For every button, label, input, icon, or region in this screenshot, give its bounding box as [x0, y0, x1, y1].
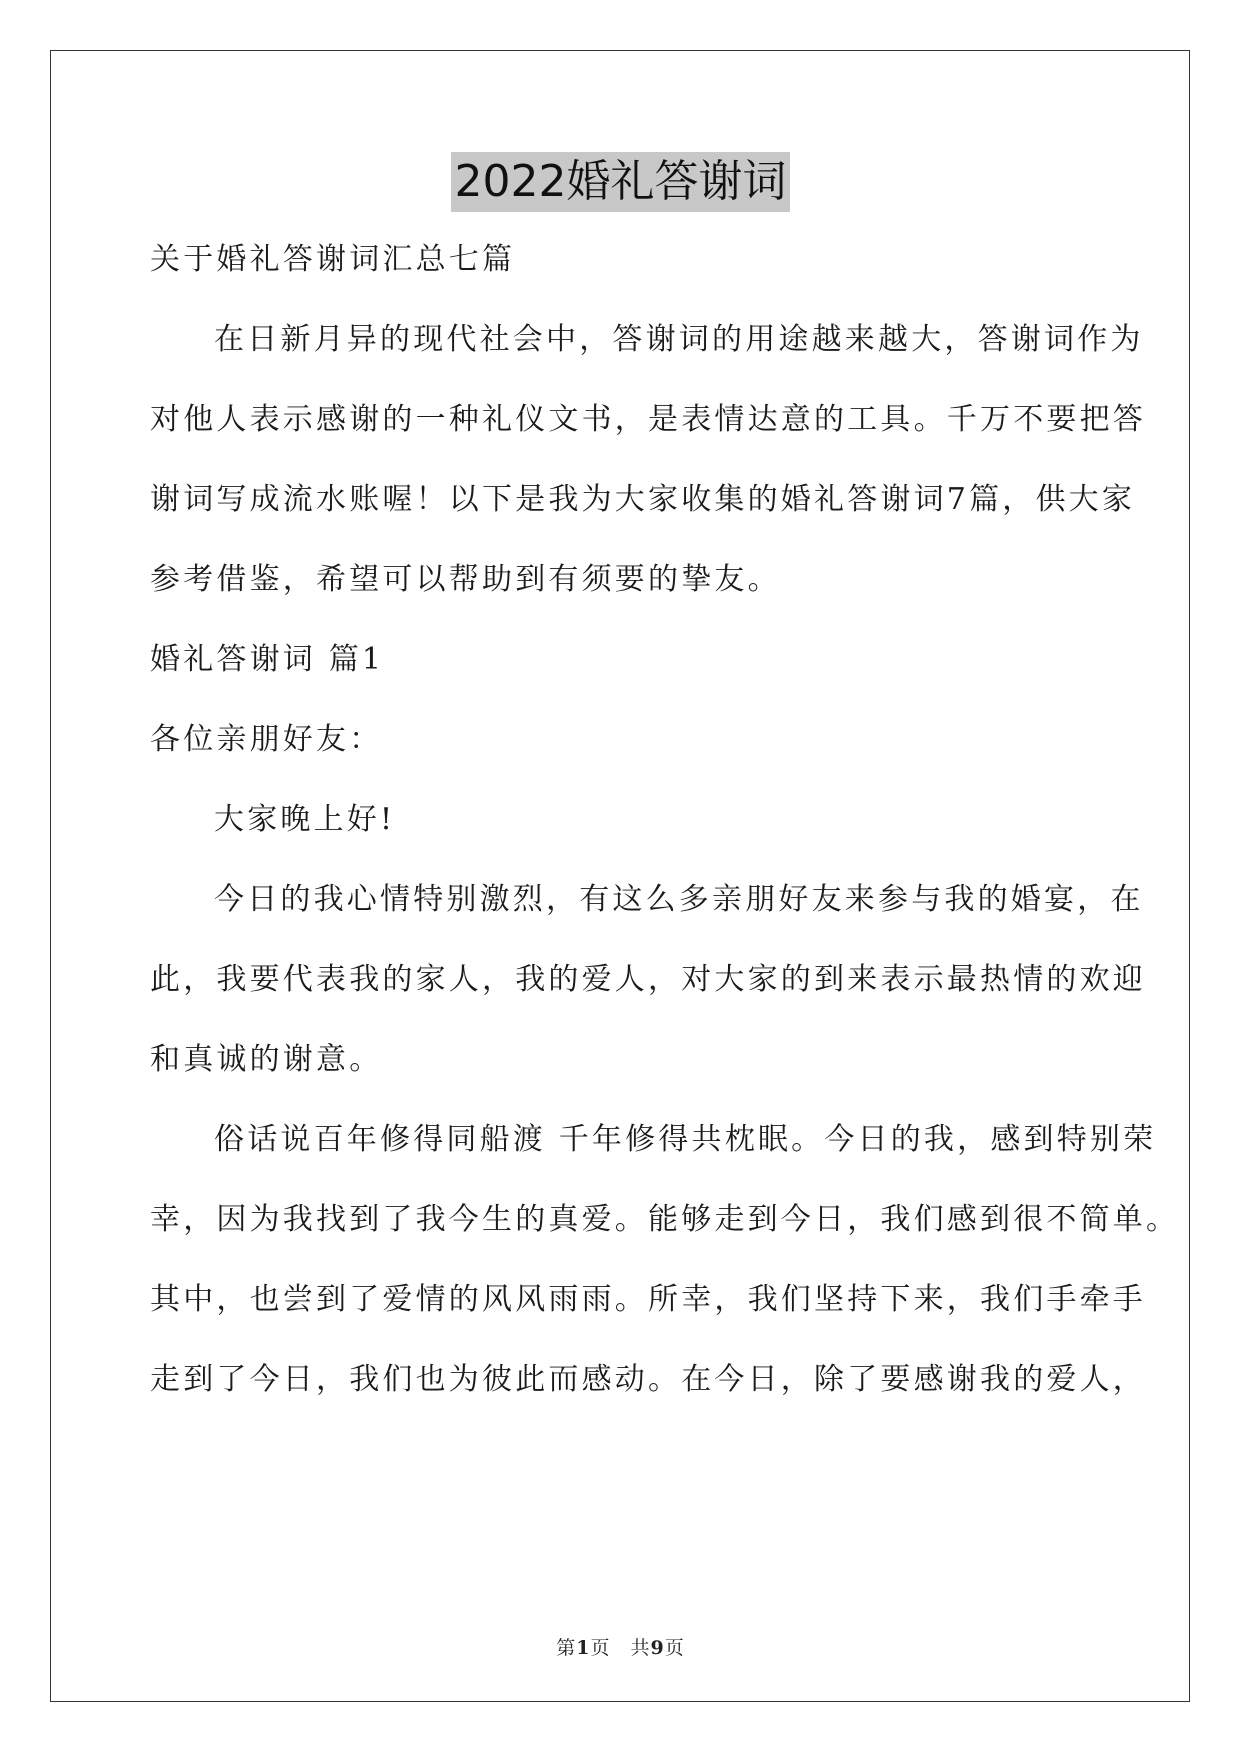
paragraph-line: 此，我要代表我的家人，我的爱人，对大家的到来表示最热情的欢迎 — [150, 962, 1146, 997]
page-footer — [0, 1633, 1241, 1660]
document-body — [150, 242, 1180, 1444]
paragraph-line: 走到了今日，我们也为彼此而感动。在今日，除了要感谢我的爱人， — [150, 1362, 1146, 1397]
footer-suffix: 页 — [664, 1637, 685, 1659]
paragraph-line: 其中，也尝到了爱情的风风雨雨。所幸，我们坚持下来，我们手牵手 — [150, 1282, 1146, 1317]
footer-page-total: 9 — [650, 1637, 665, 1659]
paragraph-line: 和真诚的谢意。 — [150, 1042, 383, 1077]
footer-middle: 页 共 — [590, 1637, 651, 1659]
paragraph-line: 俗话说百年修得同船渡 千年修得共枕眠。今日的我，感到特别荣 — [214, 1122, 1157, 1157]
intro-line: 谢词写成流水账喔！以下是我为大家收集的婚礼答谢词7篇，供大家 — [150, 482, 1136, 517]
document-subtitle: 关于婚礼答谢词汇总七篇 — [150, 242, 516, 277]
greeting: 大家晚上好! — [214, 802, 396, 837]
paragraph-line: 幸，因为我找到了我今生的真爱。能够走到今日，我们感到很不简单。 — [150, 1202, 1180, 1237]
paragraph-line: 今日的我心情特别激烈，有这么多亲朋好友来参与我的婚宴，在 — [214, 882, 1144, 917]
salutation: 各位亲朋好友： — [150, 722, 383, 757]
section-heading: 婚礼答谢词 篇1 — [150, 642, 385, 677]
intro-line: 在日新月异的现代社会中，答谢词的用途越来越大，答谢词作为 — [214, 322, 1144, 357]
intro-line: 参考借鉴，希望可以帮助到有须要的挚友。 — [150, 562, 781, 597]
document-title: 2022婚礼答谢词 — [451, 152, 791, 212]
footer-page-current: 1 — [576, 1637, 591, 1659]
intro-line: 对他人表示感谢的一种礼仪文书，是表情达意的工具。千万不要把答 — [150, 402, 1146, 437]
footer-prefix: 第 — [556, 1637, 577, 1659]
title-container — [0, 152, 1241, 212]
